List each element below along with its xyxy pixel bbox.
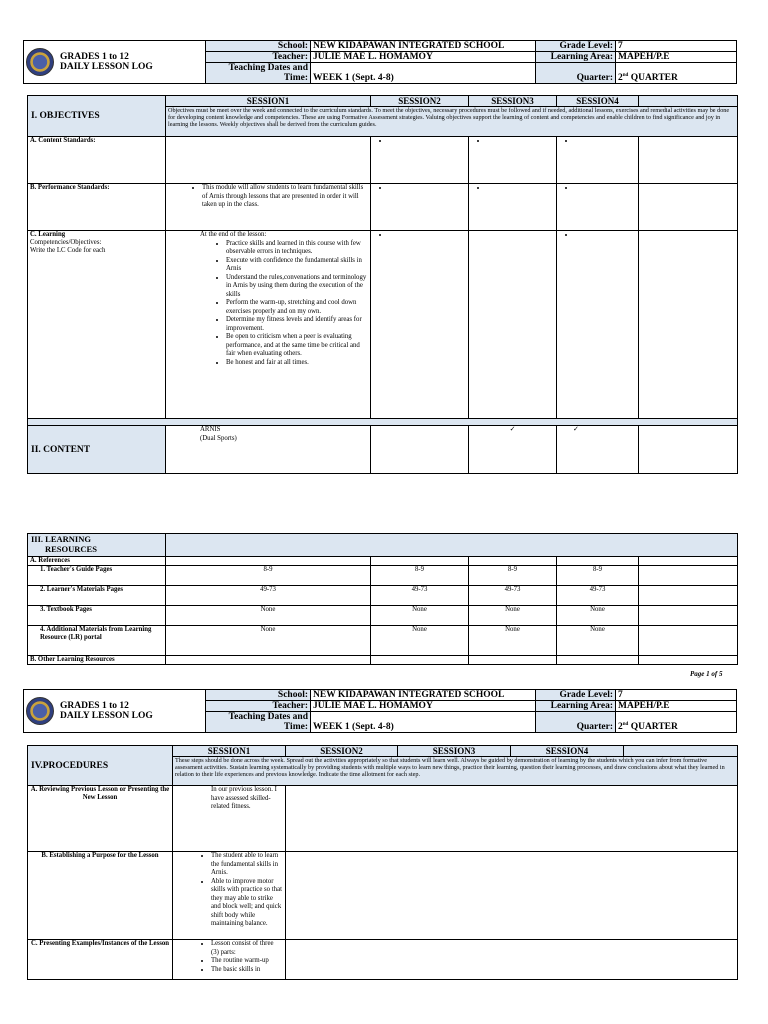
- dates-label: Teaching Dates and Time:: [206, 63, 311, 84]
- bullet-s4: [575, 137, 636, 146]
- quarter-value: 2nd QUARTER: [616, 63, 737, 84]
- content-heading: II. CONTENT: [28, 426, 166, 474]
- teachers-guide-label: 1. Teacher's Guide Pages: [28, 566, 166, 586]
- competency-item: • Perform the warm-up, stretching and cool down exercises properly and on my own.: [226, 299, 368, 316]
- grade-value: 7: [616, 41, 737, 52]
- references-label: A. References: [28, 557, 166, 566]
- check-icon: ✓: [557, 426, 639, 474]
- textbook-pages-label: 3. Textbook Pages: [28, 606, 166, 626]
- bullet-s2: [389, 137, 466, 146]
- examples-item: • The basic skills in: [211, 966, 283, 975]
- competency-item: • Understand the rules,convenations and terminology in Arnis by using them during the execution of the skills: [226, 274, 368, 300]
- bullet-s3: [487, 137, 554, 146]
- area-label: Learning Area:: [536, 52, 616, 63]
- examples-item: • Lesson consist of three (3) parts:: [211, 940, 283, 957]
- teacher-label: Teacher:: [206, 52, 311, 63]
- session1-header: SESSION1: [166, 96, 371, 107]
- competency-item: • Be open to criticism when a peer is evaluating performance, and at the same time be critical and fair when evaluating others.: [226, 333, 368, 359]
- learners-materials-label: 2. Learner's Materials Pages: [28, 586, 166, 606]
- area-value: MAPEH/P.E: [616, 52, 737, 63]
- competencies-label: C. Learning Competencies/Objectives: Write the LC Code for each: [28, 231, 166, 419]
- deped-seal-logo: [26, 697, 54, 725]
- competency-item: • Determine my fitness levels and identify areas for improvement.: [226, 316, 368, 333]
- dates-value: WEEK 1 (Sept. 4-8): [311, 63, 536, 84]
- examples-label: C. Presenting Examples/Instances of the Lesson: [28, 940, 173, 980]
- check-icon: ✓: [469, 426, 557, 474]
- procedures-table: IV.PROCEDURES SESSION1 SESSION2 SESSION3 SESSION4 These steps should be done across the week. Spread out the activities appropriately so that students will learn well. Always be guided by demonstration of learning by the students which you can infer from formative assessment activities. Sustain learning systematically by providing students with multiple ways to learn new things, practice their learning, question their learning processes, and draw conclusions about what they learned in relation to their life experiences and previous knowledge. Indicate the time allotment for each step. A. Reviewing Previous Lesson or Presenting the New Lesson In our previous lesson. I have assessed skilled-related fitness. B. Establishing a Purpose for the Lesson • The student able to learn the fundamental skills in Arnis. • Able to improve motor skills with practice so that they may able to strike and block well; and quick shift body while maintaining balance. C. Presenting Examples/Instances of the Lesson • Lesson consist of three (3) parts: • The routine warm-up • The basic skills in: [27, 745, 737, 980]
- header-block-2: GRADES 1 to 12 DAILY LESSON LOG School: NEW KIDAPAWAN INTEGRATED SCHOOL Grade Level: 7 Teacher: JULIE MAE L. HOMAMOY Learning Area: MAPEH/P.E Teaching Dates and Time: WEEK 1 (Sept. 4-8) Quarter: 2nd QUARTER: [23, 689, 736, 729]
- other-resources-label: B. Other Learning Resources: [28, 656, 166, 665]
- grade-label: Grade Level:: [536, 41, 616, 52]
- objectives-intro: Objectives must be meet over the week and connected to the curriculum standards. To meet the objectives, necessary procedures must be followed and if needed, additional lessons, exercises and remedial activities may be done for developing content knowledge and competencies. These are using Formative Assessment strategies. Valuing objectives support the learning of content and competencies and enable children to find significance and joy in learning the lessons. Weekly objectives shall be derived from the curriculum guides.: [166, 107, 738, 137]
- session2-header: SESSION2: [371, 96, 469, 107]
- resources-heading: III. LEARNING RESOURCES: [28, 534, 166, 557]
- doc-title-line2: DAILY LESSON LOG: [60, 62, 153, 72]
- procedures-intro: These steps should be done across the week. Spread out the activities appropriately so that students will learn well. Always be guided by demonstration of learning by the students which you can infer from formative assessment activities. Sustain learning systematically by providing students with multiple ways to learn new things, practice their learning, question their learning processes, and draw conclusions about what they learned in relation to their life experiences and previous knowledge. Indicate the time allotment for each step.: [173, 757, 738, 786]
- school-value: NEW KIDAPAWAN INTEGRATED SCHOOL: [311, 41, 536, 52]
- content-cell: ARNIS (Dual Sports): [166, 426, 371, 474]
- header-block-1: [23, 40, 736, 83]
- competencies-cell: [166, 231, 371, 419]
- teacher-value: JULIE MAE L. HOMAMOY: [311, 52, 536, 63]
- performance-text: • This module will allow students to learn fundamental skills of Arnis through lessons that are presented in order it will taken up in the class.: [202, 184, 368, 210]
- deped-seal-logo: [26, 48, 54, 76]
- school-label: School:: [206, 41, 311, 52]
- competency-item: • Execute with confidence the fundamental skills in Arnis: [226, 257, 368, 274]
- competency-item: • Be honest and fair at all times.: [226, 359, 368, 368]
- session3-header: SESSION3: [469, 96, 557, 107]
- resources-table: III. LEARNING RESOURCES A. References 1. Teacher's Guide Pages 8-9 8-9 8-9 8-9 2. Learner's Materials Pages 49-73 49-73 49-73 49-73 3. Textbook Pages None None None None 4. Additional Materials from Learning Resource (LR) portal None None None None B. Other Learning Resources: [27, 533, 737, 665]
- review-lesson-label: A. Reviewing Previous Lesson or Presenting the New Lesson: [28, 786, 173, 852]
- purpose-label: B. Establishing a Purpose for the Lesson: [28, 852, 173, 940]
- content-standards-label: A. Content Standards:: [28, 137, 166, 184]
- competency-intro: At the end of the lesson:: [200, 231, 267, 238]
- purpose-item: • The student able to learn the fundamental skills in Arnis.: [211, 852, 283, 878]
- examples-item: • The routine warm-up: [211, 957, 283, 966]
- additional-materials-label: 4. Additional Materials from Learning Resource (LR) portal: [28, 626, 166, 656]
- title-cell: [24, 41, 206, 84]
- objectives-table: [27, 95, 737, 474]
- purpose-item: • Able to improve motor skills with practice so that they may able to strike and block well; and quick shift body while maintaining balance.: [211, 878, 283, 929]
- competency-item: • Practice skills and learned in this course with few observable errors in techniques.: [226, 240, 368, 257]
- objectives-heading: I. OBJECTIVES: [28, 96, 166, 137]
- page-number: Page 1 of 5: [690, 670, 723, 678]
- review-lesson-text: In our previous lesson. I have assessed skilled-related fitness.: [173, 786, 286, 852]
- doc-title-line1: GRADES 1 to 12: [60, 52, 129, 62]
- procedures-heading: IV.PROCEDURES: [28, 746, 173, 786]
- session4-header: SESSION4: [557, 96, 639, 107]
- performance-standards-label: B. Performance Standards:: [28, 184, 166, 231]
- quarter-label: Quarter:: [536, 63, 616, 84]
